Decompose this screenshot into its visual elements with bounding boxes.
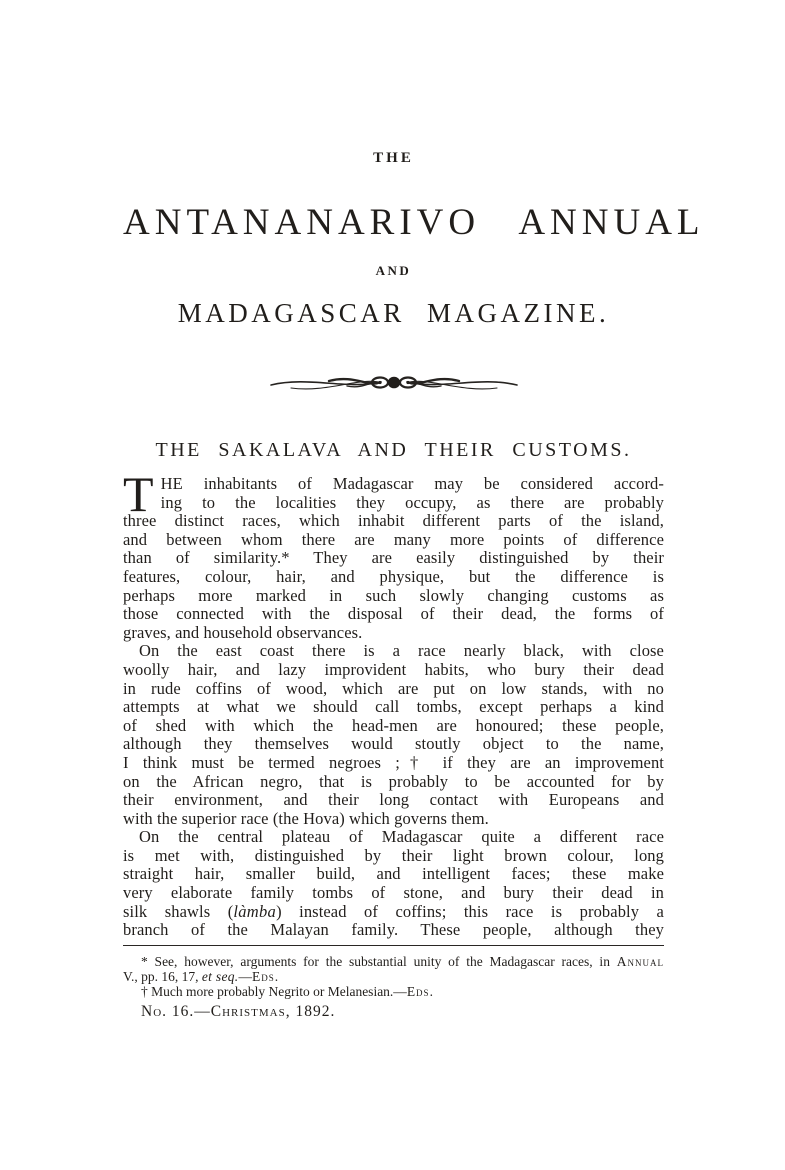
footnote — [123, 954, 664, 984]
paragraph — [123, 466, 664, 642]
flourish-icon — [269, 369, 519, 395]
footnote-line: * See, however, arguments for the substantial unity of the Madagascar races, in Annual — [141, 953, 664, 969]
masthead — [123, 150, 705, 329]
text-line: and between whom there are many more points of difference — [123, 529, 664, 549]
article-title: THE SAKALAVA AND THEIR CUSTOMS. — [155, 439, 632, 461]
text-line: straight hair, smaller build, and intelligent faces; these make — [123, 864, 664, 884]
text-line: woolly hair, and lazy improvident habits, who bury their dead — [123, 659, 664, 679]
text-line: HE inhabitants of Madagascar may be considered accord- — [160, 474, 664, 493]
text-line: those connected with the disposal of their dead, the forms of — [123, 604, 664, 624]
text-line: three distinct races, which inhabit different parts of the island, — [123, 511, 664, 531]
footnote-line: † Much more probably Negrito or Melanesian.—Eds. — [141, 984, 434, 1000]
text-line: in rude coffins of wood, which are put on low stands, with no — [123, 678, 664, 698]
footnote-line: V., pp. 16, 17, et seq.—Eds. — [123, 969, 280, 985]
ornament-divider — [123, 369, 664, 395]
masthead-and: AND — [375, 263, 412, 278]
text-line: is met with, distinguished by their light brown colour, long — [123, 845, 664, 865]
text-line: graves, and household observances. — [123, 622, 363, 642]
text-line: perhaps more marked in such slowly changing customs as — [123, 585, 664, 605]
text-line: On the central plateau of Madagascar quite a different race — [139, 827, 664, 847]
footnote — [123, 984, 664, 999]
magazine-subtitle: MADAGASCAR MAGAZINE. — [177, 298, 610, 328]
magazine-title: ANTANANARIVO ANNUAL — [123, 202, 705, 243]
drop-cap: T — [123, 466, 154, 522]
masthead-the: THE — [373, 150, 414, 166]
article-body — [123, 466, 664, 940]
issue-imprint: No. 16.—Christmas, 1892. — [141, 1003, 336, 1021]
text-line: features, colour, hair, and physique, but the difference is — [123, 566, 664, 586]
text-column — [123, 0, 705, 1021]
text-line: ing to the localities they occupy, as there are probably — [160, 492, 664, 512]
text-line: although they themselves would stoutly object to the name, — [123, 734, 664, 754]
paragraph — [123, 642, 664, 828]
text-line: branch of the Malayan family. These people, although they — [123, 920, 664, 940]
footnotes-list — [123, 954, 664, 1000]
paragraph — [123, 828, 664, 940]
text-line: silk shawls (làmba) instead of coffins; this race is probably a — [123, 901, 664, 921]
footnote-rule — [123, 945, 664, 946]
text-line: on the African negro, that is probably to be accounted for by — [123, 771, 664, 791]
text-line: with the superior race (the Hova) which governs them. — [123, 808, 489, 828]
text-line: On the east coast there is a race nearly black, with close — [139, 641, 664, 661]
text-line: very elaborate family tombs of stone, and bury their dead in — [123, 883, 664, 903]
text-line: attempts at what we should call tombs, except perhaps a kind — [123, 697, 664, 717]
text-line: their environment, and their long contact with Europeans and — [123, 790, 664, 810]
text-line: than of similarity.* They are easily distinguished by their — [123, 548, 664, 568]
text-line: I think must be termed negroes ;† if they are an improvement — [123, 752, 664, 772]
text-line: of shed with which the head-men are honoured; these people, — [123, 715, 664, 735]
